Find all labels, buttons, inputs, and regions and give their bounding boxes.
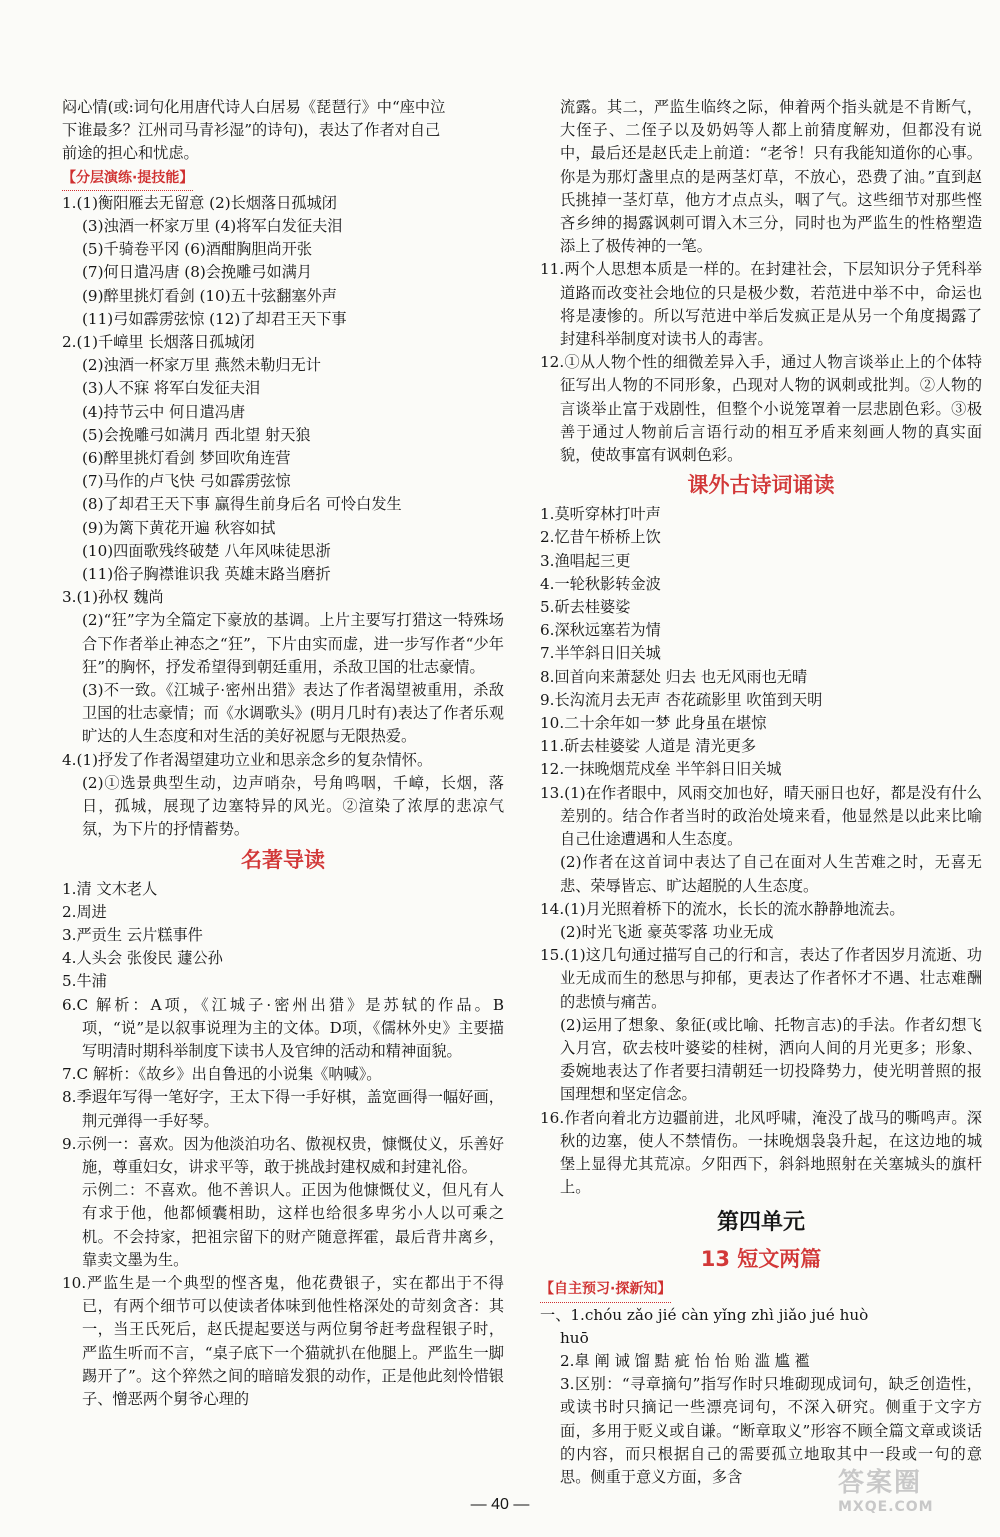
answer-line: 7.C 解析：《故乡》出自鲁迅的小说集《呐喊》。: [62, 1065, 382, 1084]
answer-line: (3)浊酒一杯家万里 (4)将军白发征夫泪: [82, 217, 343, 236]
section-heading-poetry: 课外古诗词诵读: [687, 473, 835, 498]
answer-line: (10)四面歌残终破楚 八年风味徒思浙: [82, 541, 331, 560]
answer-paragraph: (2)“狂”字为全篇定下豪放的基调。上片主要写打猎这一特殊场合下作者举止神态之“狂”，下片由实而虚，进一步写作者“少年狂”的胸怀，抒发希望得到朝廷重用，杀敌卫国的壮志豪情。: [82, 611, 504, 676]
answer-line: 14.(1)月光照着桥下的流水，长长的流水静静地流去。: [540, 899, 905, 918]
answer-paragraph: 流露。其二，严监生临终之际，伸着两个指头就是不肯断气，大侄子、二侄子以及奶妈等人都上前猜度解劝，但都没有说中，最后还是赵氏走上前道：“老爷！只有我能知道你的心事。你是为那灯盏里点的是两茎灯草，不放心，恐费了油。”直到赵氏挑掉一茎灯草，他方才点点头，咽了气。这些细节对那些悭吝乡绅的揭露讽刺可谓入木三分，同时也为严监生的性格塑造添上了极传神的一笔。: [560, 98, 982, 256]
answer-paragraph: (2)作者在这首词中表达了自己在面对人生苦难之时，无喜无悲、荣辱皆忘、旷达超脱的人生态度。: [560, 853, 982, 895]
answer-line: 5.斫去桂婆娑: [540, 598, 631, 617]
answer-line: 4.人头会 张俊民 蘧公孙: [62, 949, 223, 968]
answer-line: 11.斫去桂婆娑 人道是 清光更多: [540, 737, 757, 756]
answer-line: (2)浊酒一杯家万里 燕然未勒归无计: [82, 356, 321, 375]
answer-line: 2.忆昔午桥桥上饮: [540, 528, 661, 547]
answer-line: 4.一轮秋影转金波: [540, 574, 661, 593]
unit-title: 第四单元: [716, 1210, 805, 1236]
answer-line: 9.长沟流月去无声 杏花疏影里 吹笛到天明: [540, 690, 823, 709]
answer-line: (6)醉里挑灯看剑 梦回吹角连营: [82, 449, 291, 468]
answer-line: 1.莫听穿林打叶声: [540, 505, 661, 524]
answer-paragraph: 9.示例一：喜欢。因为他淡泊功名、傲视权贵，慷慨仗义，乐善好施，尊重妇女，讲求平等，敢于挑战封建权威和封建礼俗。: [62, 1134, 504, 1176]
answer-line: (5)千骑卷平冈 (6)酒酣胸胆尚开张: [82, 240, 313, 259]
intro-line: 下谁最多？江州司马青衫湿”的诗句)，表达了作者对自己: [62, 121, 441, 140]
answer-paragraph: 8.季遐年写得一笔好字，王太下得一手好棋，盖宽画得一幅好画，荆元弹得一手好琴。: [62, 1088, 504, 1130]
answer-line: (5)会挽雕弓如满月 西北望 射天狼: [82, 425, 311, 444]
answer-line: 6.深秋远塞若为情: [540, 621, 661, 640]
answer-line: 4.(1)抒发了作者渴望建功立业和思亲念乡的复杂情怀。: [62, 750, 433, 769]
intro-line: 闷心情(或:词句化用唐代诗人白居易《琵琶行》中“座中泣: [62, 98, 446, 116]
answer-line: (7)何日遣冯唐 (8)会挽雕弓如满月: [82, 263, 313, 282]
answer-line: (9)醉里挑灯看剑 (10)五十弦翻塞外声: [82, 286, 337, 305]
answer-paragraph: 16.作者向着北方边疆前进，北风呼啸，淹没了战马的嘶鸣声。深秋的边塞，使人不禁情伤。一抹晚烟袅袅升起，在这边地的城堡上显得尤其荒凉。夕阳西下，斜斜地照射在关塞城头的旗杆上。: [540, 1108, 982, 1197]
answer-line: 2.(1)千嶂里 长烟落日孤城闭: [62, 333, 255, 352]
answer-line: 7.半竿斜日旧关城: [540, 644, 661, 663]
answer-paragraph: 12.①从人物个性的细微差异入手，通过人物言谈举止上的个体特征写出人物的不同形象，凸现对人物的讽刺或批判。②人物的言谈举止富于戏剧性，但整个小说笼罩着一层悲剧色彩。③极善于通过人物前后言语行动的相互矛盾来刻画人物的真实面貌，使故事富有讽刺色彩。: [540, 353, 982, 465]
lesson-title: 13 短文两篇: [700, 1247, 822, 1272]
answer-paragraph: 10.严监生是一个典型的悭吝鬼，他花费银子，实在都出于不得已，有两个细节可以使读者体味到他性格深处的苛刻贪吝：其一，当王氏死后，赵氏提起要送与两位舅爷赶考盘程银子时，严监生听而不言，“桌子底下一个猫就扒在他腿上。严监生一脚踢开了”。这个猝然之间的暗暗发狠的动作，正是他此刻怜惜银子、憎恶两个舅爷心理的: [62, 1273, 504, 1408]
answer-line: (8)了却君王天下事 赢得生前身后名 可怜白发生: [82, 495, 402, 514]
answer-paragraph: 6.C 解析：A项，《江城子·密州出猎》是苏轼的作品。B项，“说”是以叙事说理为主的文体。D项，《儒林外史》主要描写明清时期科举制度下读书人及官绅的活动和精神面貌。: [62, 995, 504, 1060]
section-tag-practice: 【分层演练·提技能】: [62, 167, 193, 191]
answer-line: (3)人不寐 将军白发征夫泪: [82, 379, 261, 398]
answer-line: 一、1.chóu zǎo jié càn yǐng zhì jiǎo jué huò: [540, 1305, 869, 1324]
answer-line: 3.严贡生 云片糕事件: [62, 925, 203, 944]
page-number: — 40 —: [470, 1496, 530, 1513]
answer-line: 1.清 文木老人: [62, 879, 158, 898]
answer-line: 10.二十余年如一梦 此身虽在堪惊: [540, 714, 767, 733]
answer-paragraph: (2)运用了想象、象征(或比喻、托物言志)的手法。作者幻想飞入月宫，砍去枝叶婆娑的桂树，洒向人间的月光更多；形象、委婉地表达了作者要扫清朝廷一切投降势力，使光明普照的报国理想和坚定信念。: [560, 1015, 982, 1104]
answer-paragraph: 15.(1)这几句通过描写自己的行和言，表达了作者因岁月流逝、功业无成而生的愁思与抑郁，更表达了作者怀才不遇、壮志难酬的悲愤与痛苦。: [540, 946, 982, 1011]
answer-paragraph: 13.(1)在作者眼中，风雨交加也好，晴天丽日也好，都是没有什么差别的。结合作者当时的政治处境来看，他显然是以此来比喻自己仕途遭遇和人生态度。: [540, 783, 982, 849]
left-column: [62, 96, 504, 1411]
answer-line: (11)俗子胸襟谁识我 英雄末路当磨折: [82, 565, 331, 584]
answer-paragraph: 11.两个人思想本质是一样的。在封建社会，下层知识分子凭科举道路而改变社会地位的只是极少数，若范进中举不中，命运也将是凄惨的。所以写范进中举后发疯正是从另一个角度揭露了封建科举制度对读书人的毒害。: [540, 260, 982, 349]
answer-line: 2.臯 阐 诫 馏 黠 疵 怡 怡 贻 滥 尴 襤: [560, 1351, 810, 1370]
section-tag-preview: 【自主预习·探新知】: [540, 1278, 671, 1302]
watermark-logo: [838, 1462, 988, 1532]
answer-line: (2)时光飞逝 豪英零落 功业无成: [560, 922, 774, 941]
section-heading-classics: 名著导读: [241, 847, 325, 872]
answer-paragraph: (2)①选景典型生动，边声哨杂，号角鸣咽，千嶂，长烟，落日，孤城，展现了边塞特异的风光。②渲染了浓厚的悲凉气氛，为下片的抒情蓄势。: [82, 773, 504, 839]
answer-paragraph: 3.区别：“寻章摘句”指写作时只堆砌现成词句，缺乏创造性，或读书时只摘记一些漂亮词句，不深入研究。侧重于文字方面，多用于贬义或自谦。“断章取义”形容不顾全篇文章或谈话的内容，而只根据自己的需要孤立地取其中一段或一句的意思。侧重于意义方面，多含: [560, 1375, 982, 1486]
answer-line: (11)弓如霹雳弦惊 (12)了却君王天下事: [82, 309, 347, 328]
answer-line: 3.(1)孙权 魏尚: [62, 588, 164, 607]
answer-line: 12.一抹晚烟荒戍垒 半竿斜日旧关城: [540, 760, 782, 779]
watermark-text: 答案圈: [838, 1468, 923, 1498]
answer-paragraph: (3)不一致。《江城子·密州出猎》表达了作者渴望被重用，杀敌卫国的壮志豪情；而《水调歌头》(明月几时有)表达了作者乐观旷达的人生态度和对生活的美好祝愿与无限热爱。: [82, 681, 504, 746]
answer-line: 3.渔唱起三更: [540, 551, 631, 570]
watermark-domain: MXQE.COM: [838, 1499, 934, 1515]
answer-line: (7)马作的卢飞快 弓如霹雳弦惊: [82, 472, 291, 491]
answer-paragraph: 示例二：不喜欢。他不善识人。正因为他慷慨仗义，但凡有人有求于他，他都倾囊相助，这样也给很多卑劣小人以可乘之机。不会持家，把祖宗留下的财产随意挥霍，最后背井离乡，靠卖文墨为生。: [82, 1181, 504, 1269]
intro-line: 前途的担心和忧虑。: [62, 144, 199, 163]
right-column: [540, 96, 982, 1489]
answer-line: huō: [560, 1328, 589, 1347]
answer-line: (4)持节云中 何日遣冯唐: [82, 402, 246, 421]
answer-line: 5.牛浦: [62, 972, 107, 991]
answer-line: 2.周进: [62, 902, 107, 921]
answer-line: (9)为篱下黄花开遍 秋容如拭: [82, 518, 276, 537]
answer-line: 1.(1)衡阳雁去无留意 (2)长烟落日孤城闭: [62, 193, 337, 212]
answer-line: 8.回首向来萧瑟处 归去 也无风雨也无晴: [540, 667, 808, 686]
